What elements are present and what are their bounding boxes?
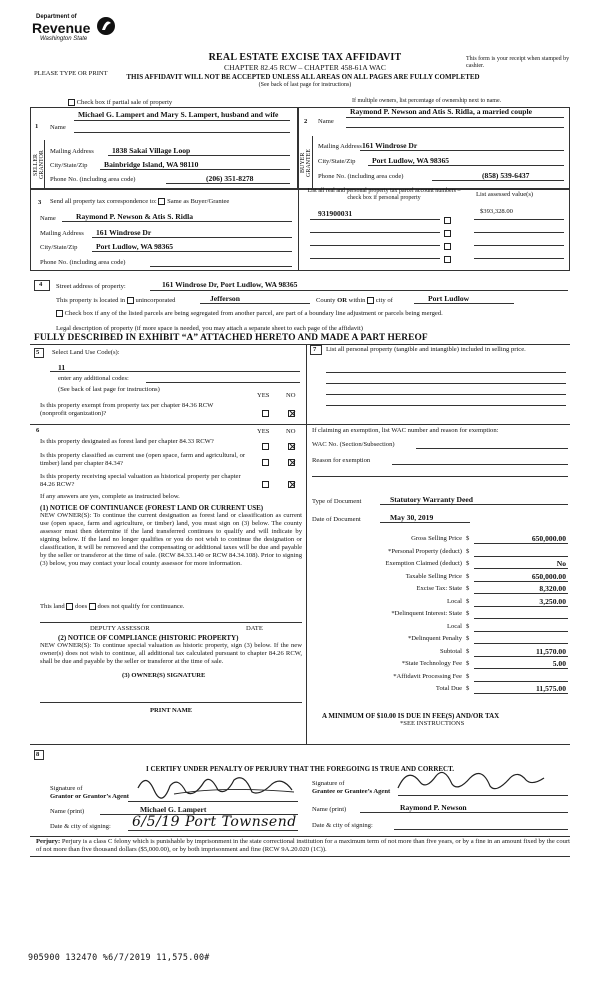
legal-label: Legal description of property (if more space is needed, you may attach a separate sheet to each page of the affidavit) bbox=[56, 325, 363, 332]
section-7-number: 7 bbox=[313, 346, 317, 353]
money-underline bbox=[474, 543, 568, 544]
doc-date-label: Date of Document bbox=[312, 516, 361, 523]
logo-agency: Revenue bbox=[32, 20, 91, 36]
money-underline bbox=[474, 631, 568, 632]
if-yes-note: If any answers are yes, complete as instructed below. bbox=[40, 493, 180, 500]
multiple-owners-note: If multiple owners, list percentage of ownership next to name. bbox=[352, 98, 502, 104]
owner-signature-label: (3) OWNER(S) SIGNATURE bbox=[122, 672, 206, 679]
money-label: *Delinquent Penalty bbox=[407, 635, 462, 642]
forest-question: Is this property designated as forest land per chapter 84.33 RCW? bbox=[40, 438, 214, 445]
doc-date-value[interactable]: May 30, 2019 bbox=[390, 513, 434, 522]
reason-label: Reason for exemption bbox=[312, 457, 371, 464]
s6-yes: YES bbox=[257, 428, 270, 435]
segregated-label: Check box if any of the listed parcels are being segregated from another parcel, are part of a boundary line adjustment or parcels being merged. bbox=[64, 310, 443, 318]
forest-no-checkbox[interactable] bbox=[288, 443, 295, 450]
money-label: Total Due bbox=[435, 685, 462, 692]
county-label: County bbox=[316, 297, 336, 305]
money-underline bbox=[474, 693, 568, 694]
current-use-question: Is this property classified as current use (open space, farm and agricultural, or timber) land per chapter 84.34? bbox=[40, 452, 246, 467]
seller-phone-label: Phone No. (including area code) bbox=[50, 176, 136, 183]
perjury-label: Perjury: bbox=[36, 838, 61, 845]
seller-name-value[interactable]: Michael G. Lampert and Mary S. Lampert, husband and wife bbox=[78, 110, 279, 119]
money-underline bbox=[474, 643, 568, 644]
parcel-header: List all real and personal property tax parcel account numbers – check box if personal property bbox=[307, 188, 461, 201]
dollar-sign: $ bbox=[466, 647, 470, 655]
money-value[interactable]: 8,320.00 bbox=[539, 584, 566, 593]
unincorporated-checkbox[interactable] bbox=[127, 297, 134, 304]
money-label: Local bbox=[446, 597, 462, 605]
certify-statement: I CERTIFY UNDER PENALTY OF PERJURY THAT THE FOREGOING IS TRUE AND CORRECT. bbox=[146, 765, 455, 773]
grantee-name-label: Name (print) bbox=[312, 806, 347, 813]
doc-type-label: Type of Document bbox=[312, 498, 362, 505]
grantee-sig-label-2: Grantee or Grantee’s Agent bbox=[312, 788, 391, 795]
s3-address-value[interactable]: 161 Windrose Dr bbox=[96, 228, 152, 237]
money-underline bbox=[474, 606, 568, 607]
s5-no: NO bbox=[286, 392, 296, 399]
section-1-number: 1 bbox=[35, 123, 39, 130]
same-as-buyer-label: Same as Buyer/Grantee bbox=[167, 198, 230, 206]
this-land-label: This land bbox=[40, 603, 65, 611]
dollar-sign: $ bbox=[466, 560, 470, 567]
does-not-label: does not qualify for continuance. bbox=[97, 603, 185, 611]
street-label: Street address of property: bbox=[56, 283, 126, 290]
s6-no: NO bbox=[286, 428, 296, 435]
dollar-sign: $ bbox=[466, 622, 470, 630]
money-value[interactable]: 11,570.00 bbox=[536, 646, 566, 656]
parcel-number-value[interactable]: 931900031 bbox=[318, 209, 353, 218]
within-label: within bbox=[348, 297, 366, 305]
s3-name-label: Name bbox=[40, 215, 56, 222]
perjury-text: Perjury is a class C felony which is punishable by imprisonment in the state correctional institution for a maximum term of not more than five years, or by a fine in an amount fixed by the court of not more than five thousand dollars ($5,000.00), or by both imprisonment and fine (RCW 9A.20.020 (1C)). bbox=[36, 838, 570, 853]
money-value[interactable]: 650,000.00 bbox=[531, 534, 566, 543]
grantor-sig-label-1: Signature of bbox=[50, 785, 83, 792]
grantor-date-value[interactable]: 6/5/19 Port Townsend bbox=[132, 814, 297, 830]
dollar-sign: $ bbox=[466, 635, 470, 642]
money-value[interactable]: 3,250.00 bbox=[539, 596, 566, 606]
section-3-number: 3 bbox=[38, 199, 42, 206]
buyer-name-label: Name bbox=[318, 118, 334, 125]
same-as-buyer-checkbox[interactable] bbox=[158, 198, 165, 205]
seller-side-label: SELLER GRANTOR bbox=[33, 150, 45, 180]
form-title: REAL ESTATE EXCISE TAX AFFIDAVIT bbox=[208, 52, 402, 63]
city-of-label: city of bbox=[375, 297, 393, 305]
does-not-checkbox[interactable] bbox=[89, 603, 96, 610]
form-subtitle: CHAPTER 82.45 RCW – CHAPTER 458-61A WAC bbox=[224, 63, 386, 72]
grantor-date-label: Date & city of signing: bbox=[50, 823, 111, 830]
seller-city-value[interactable]: Bainbridge Island, WA 98110 bbox=[104, 160, 199, 169]
land-qualify-row bbox=[40, 603, 184, 611]
money-underline bbox=[474, 668, 568, 669]
logo-dept-label: Department of bbox=[36, 14, 77, 20]
money-underline bbox=[474, 568, 568, 569]
s3-name-value[interactable]: Raymond P. Newson & Atis S. Ridla bbox=[76, 212, 194, 221]
dollar-sign: $ bbox=[466, 672, 470, 680]
money-label: *State Technology Fee bbox=[401, 660, 462, 667]
historic-yes-checkbox[interactable] bbox=[262, 481, 269, 488]
money-label: Subtotal bbox=[440, 647, 462, 655]
money-underline bbox=[474, 618, 568, 619]
city-value[interactable]: Port Ludlow bbox=[428, 294, 470, 303]
segregated-checkbox[interactable] bbox=[56, 310, 63, 317]
personal-property-checkbox-2[interactable] bbox=[444, 230, 451, 237]
please-type: PLEASE TYPE OR PRINT bbox=[34, 70, 108, 77]
section-4-number: 4 bbox=[39, 281, 43, 288]
current-use-no-checkbox[interactable] bbox=[288, 459, 295, 466]
grantor-signature[interactable] bbox=[134, 768, 304, 802]
seller-phone-value[interactable]: (206) 351-8278 bbox=[206, 174, 254, 183]
see-back-note: (See back of last page for instructions) bbox=[258, 82, 352, 88]
section-5-number: 5 bbox=[36, 349, 40, 356]
exempt-yes-checkbox[interactable] bbox=[262, 410, 269, 417]
money-value[interactable]: 650,000.00 bbox=[531, 571, 566, 581]
logo-state: Washington State bbox=[40, 36, 88, 42]
send-correspondence-label bbox=[50, 198, 229, 206]
located-row bbox=[56, 297, 175, 305]
current-use-yes-checkbox[interactable] bbox=[262, 459, 269, 466]
assessed-header: List assessed value(s) bbox=[476, 191, 534, 198]
notice1-body: NEW OWNER(S): To continue the current designation as forest land or classification as current use (open space, farm and agriculture, or timber) land, you must sign on (3) below. The county assessor must then determine if the land transferred continues to qualify and will indicate by signing below. If the land no longer qualifies or you do not wish to continue the designation or classification, it will be removed and the compensating or additional taxes will be due and payable by the seller or transferor at the time of sale. (RCW 84.33.140 or RCW 84.34.108). Prior to signing (3) below, you may contact your local county assessor for more information. bbox=[40, 512, 302, 567]
unincorporated-label: unincorporated bbox=[135, 297, 176, 305]
partial-sale-label: Check box if partial sale of property bbox=[76, 99, 173, 107]
seller-address-label: Mailing Address bbox=[50, 148, 94, 155]
receipt-note: This form is your receipt when stamped by cashier. bbox=[466, 56, 570, 69]
money-label: Local bbox=[446, 622, 462, 630]
grantee-sig-label-1: Signature of bbox=[312, 780, 345, 787]
exemption-label: If claiming an exemption, list WAC number and reason for exemption: bbox=[312, 427, 499, 434]
dollar-sign: $ bbox=[466, 597, 470, 605]
dollar-sign: $ bbox=[466, 660, 470, 667]
see-instructions: *SEE INSTRUCTIONS bbox=[400, 720, 465, 727]
send-label: Send all property tax correspondence to: bbox=[50, 198, 157, 206]
money-label: *Affidavit Processing Fee bbox=[393, 672, 462, 680]
legal-description-value[interactable]: FULLY DESCRIBED IN EXHIBIT “A” ATTACHED HERETO AND MADE A PART HEREOF bbox=[34, 333, 428, 343]
or-label: OR bbox=[337, 297, 347, 305]
s3-city-label: City/State/Zip bbox=[40, 244, 78, 251]
buyer-name-value[interactable]: Raymond P. Newson and Atis S. Ridla, a married couple bbox=[350, 107, 532, 116]
buyer-phone-value[interactable]: (858) 539-6437 bbox=[482, 171, 530, 180]
money-label: Excise Tax: State bbox=[416, 585, 462, 592]
section-2-number: 2 bbox=[304, 118, 308, 125]
money-underline bbox=[474, 593, 568, 594]
cashier-stamp: 905900 132470 %6/7/2019 11,575.00# bbox=[28, 952, 210, 962]
money-value[interactable]: No bbox=[556, 559, 566, 568]
deputy-date-label: DATE bbox=[246, 625, 263, 632]
s3-address-label: Mailing Address bbox=[40, 230, 84, 237]
notice1-title: (1) NOTICE OF CONTINUANCE (FOREST LAND OR CURRENT USE) bbox=[40, 504, 264, 512]
money-label: *Delinquent Interest: State bbox=[391, 610, 462, 617]
s5-yes: YES bbox=[257, 392, 270, 399]
personal-property-checkbox-3[interactable] bbox=[444, 243, 451, 250]
s5-see-back: (See back of last page for instructions) bbox=[58, 386, 160, 393]
money-label: Gross Selling Price bbox=[411, 535, 462, 542]
street-value[interactable]: 161 Windrose Dr, Port Ludlow, WA 98365 bbox=[162, 280, 298, 289]
grantor-sig-label-2: Grantor or Grantor’s Agent bbox=[50, 793, 129, 800]
exempt-no-checkbox[interactable] bbox=[288, 410, 295, 417]
grantee-date-label: Date & city of signing: bbox=[312, 822, 373, 829]
buyer-address-label: Mailing Address bbox=[318, 143, 362, 150]
dollar-sign: $ bbox=[466, 535, 470, 542]
wac-label: WAC No. (Section/Subsection) bbox=[312, 441, 395, 448]
grantee-name-value[interactable]: Raymond P. Newson bbox=[400, 803, 467, 812]
s3-city-value[interactable]: Port Ludlow, WA 98365 bbox=[96, 242, 174, 251]
notice2-title: (2) NOTICE OF COMPLIANCE (HISTORIC PROPERTY) bbox=[58, 634, 239, 642]
county-value[interactable]: Jefferson bbox=[210, 294, 240, 303]
seller-city-label: City/State/Zip bbox=[50, 162, 88, 169]
dollar-sign: $ bbox=[466, 610, 470, 617]
dollar-sign: $ bbox=[466, 685, 470, 692]
buyer-phone-label: Phone No. (including area code) bbox=[318, 173, 404, 180]
print-name-label: PRINT NAME bbox=[150, 707, 193, 714]
dollar-sign: $ bbox=[466, 572, 470, 580]
exempt-question: Is this property exempt from property tax per chapter 84.36 RCW (nonprofit organization)? bbox=[40, 402, 214, 417]
money-underline bbox=[474, 681, 568, 682]
perjury-notice bbox=[36, 838, 570, 854]
dollar-sign: $ bbox=[466, 547, 470, 555]
money-underline bbox=[474, 556, 568, 557]
buyer-city-label: City/State/Zip bbox=[318, 158, 356, 165]
city-checkbox[interactable] bbox=[367, 297, 374, 304]
personal-property-checkbox-4[interactable] bbox=[444, 256, 451, 263]
seller-address-value[interactable]: 1838 Sakai Village Loop bbox=[112, 146, 191, 155]
does-label: does bbox=[75, 603, 88, 611]
land-use-label: Select Land Use Code(s): bbox=[52, 349, 120, 356]
dollar-sign: $ bbox=[466, 585, 470, 592]
money-underline bbox=[474, 656, 568, 657]
buyer-city-value[interactable]: Port Ludlow, WA 98365 bbox=[372, 156, 450, 165]
historic-no-checkbox[interactable] bbox=[288, 481, 295, 488]
historic-question: Is this property receiving special valuation as historical property per chapter 84.26 RCW? bbox=[40, 473, 241, 488]
additional-codes-label: enter any additional codes: bbox=[58, 375, 129, 382]
buyer-address-value[interactable]: 161 Windrose Dr bbox=[362, 141, 418, 150]
grantee-signature[interactable] bbox=[392, 764, 552, 798]
located-label: This property is located in bbox=[56, 297, 126, 305]
money-value[interactable]: 5.00 bbox=[552, 659, 566, 668]
land-use-value[interactable]: 11 bbox=[58, 363, 66, 372]
deputy-assessor-label: DEPUTY ASSESSOR bbox=[90, 625, 150, 632]
notice2-body: NEW OWNER(S): To continue special valuation as historic property, sign (3) below. If the new owner(s) does not wish to continue, all additional tax calculated pursuant to chapter 84.26 RCW, shall be due and payable by the seller or transferor at the time of sale. bbox=[40, 642, 302, 665]
buyer-side-label: BUYER GRANTEE bbox=[300, 149, 312, 177]
county-row bbox=[316, 297, 393, 305]
warning-text: THIS AFFIDAVIT WILL NOT BE ACCEPTED UNLESS ALL AREAS ON ALL PAGES ARE FULLY COMPLETED bbox=[126, 73, 480, 81]
assessed-value[interactable]: $393,328.00 bbox=[480, 208, 513, 215]
logo-mark-icon bbox=[96, 16, 116, 36]
money-underline bbox=[474, 581, 568, 582]
doc-type-value[interactable]: Statutory Warranty Deed bbox=[390, 495, 473, 504]
money-label: Exemption Claimed (deduct) bbox=[385, 560, 462, 567]
money-label: *Personal Property (deduct) bbox=[388, 547, 462, 555]
grantor-name-label: Name (print) bbox=[50, 808, 85, 815]
personal-property-checkbox-1[interactable] bbox=[444, 217, 451, 224]
partial-sale-checkbox[interactable] bbox=[68, 99, 75, 106]
s3-phone-label: Phone No. (including area code) bbox=[40, 259, 126, 266]
forest-yes-checkbox[interactable] bbox=[262, 443, 269, 450]
personal-property-label: List all personal property (tangible and intangible) included in selling price. bbox=[326, 346, 526, 353]
seller-name-label: Name bbox=[50, 124, 66, 131]
minimum-note: A MINIMUM OF $10.00 IS DUE IN FEE(S) AND/OR TAX bbox=[322, 712, 500, 720]
does-checkbox[interactable] bbox=[66, 603, 73, 610]
grantor-name-value[interactable]: Michael G. Lampert bbox=[140, 805, 207, 814]
segregated-row bbox=[56, 310, 570, 318]
section-6-number: 6 bbox=[36, 427, 40, 434]
money-value[interactable]: 11,575.00 bbox=[536, 684, 566, 693]
partial-sale-row[interactable] bbox=[68, 99, 172, 107]
money-label: Taxable Selling Price bbox=[405, 572, 462, 580]
section-8-number: 8 bbox=[36, 751, 40, 758]
dor-logo bbox=[30, 14, 120, 54]
